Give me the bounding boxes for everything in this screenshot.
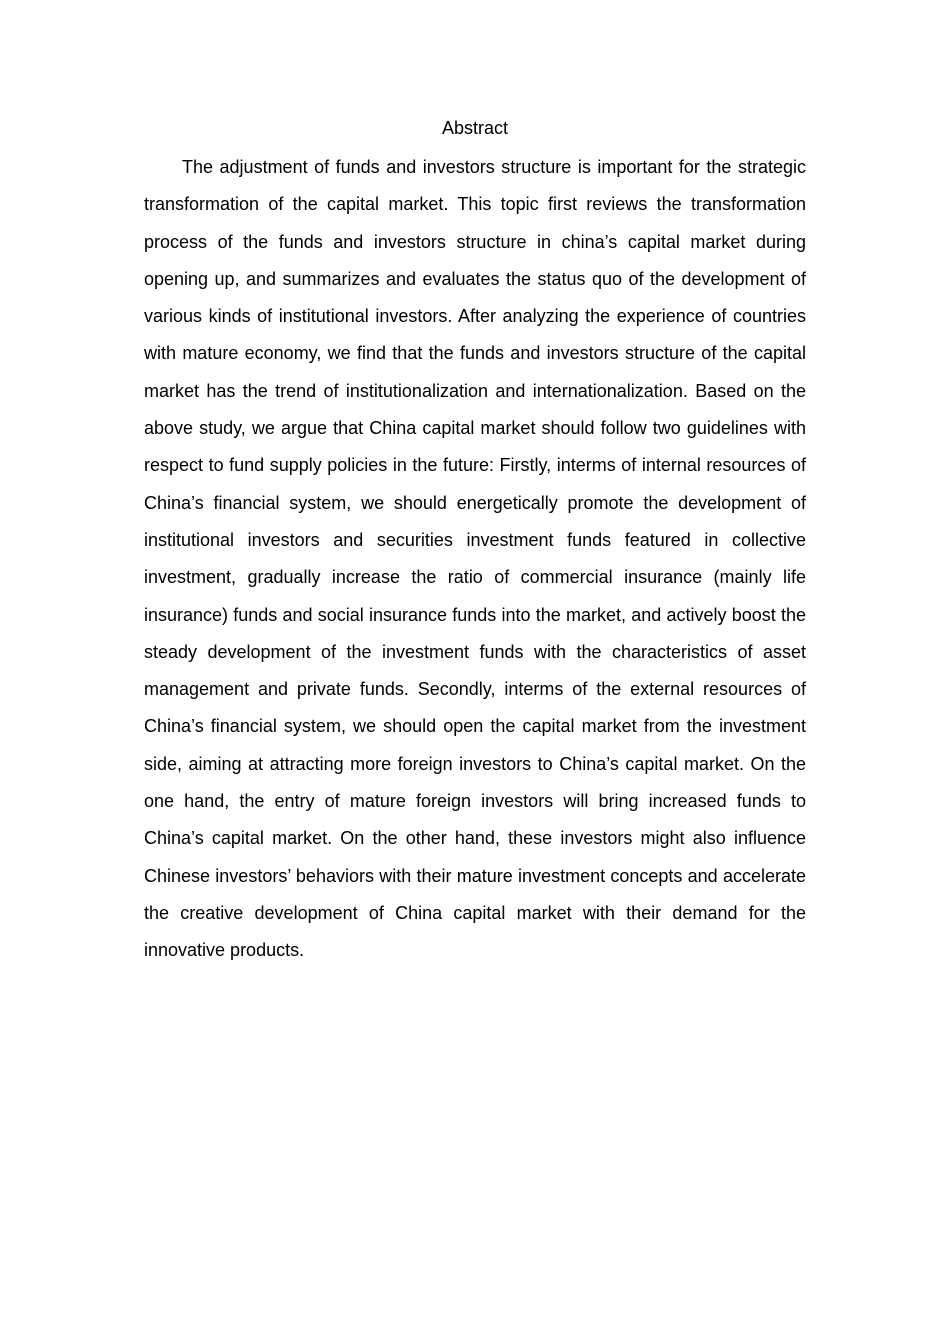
abstract-title: Abstract bbox=[441, 118, 509, 138]
abstract-paragraph: The adjustment of funds and investors structure is important for the strategic transformation of the capital market. This topic first reviews the transformation process of the funds and investors structure in china’s capital market during opening up, and summarizes and evaluates the status quo of the development of various kinds of institutional investors. After analyzing the experience of countries with mature economy, we find that the funds and investors structure of the capital market has the trend of institutionalization and internationalization. Based on the above study, we argue that China capital market should follow two guidelines with respect to fund supply policies in the future: Firstly, interms of internal resources of China’s financial system, we should energetically promote the development of institutional investors and securities investment funds featured in collective investment, gradually increase the ratio of commercial insurance (mainly life insurance) funds and social insurance funds into the market, and actively boost the steady development of the investment funds with the characteristics of asset management and private funds. Secondly, interms of the external resources of China’s financial system, we should open the capital market from the investment side, aiming at attracting more foreign investors to China’s capital market. On the one hand, the entry of mature foreign investors will bring increased funds to China’s capital market. On the other hand, these investors might also influence Chinese investors’ behaviors with their mature investment concepts and accelerate the creative development of China capital market with their demand for the innovative products. bbox=[144, 157, 806, 961]
